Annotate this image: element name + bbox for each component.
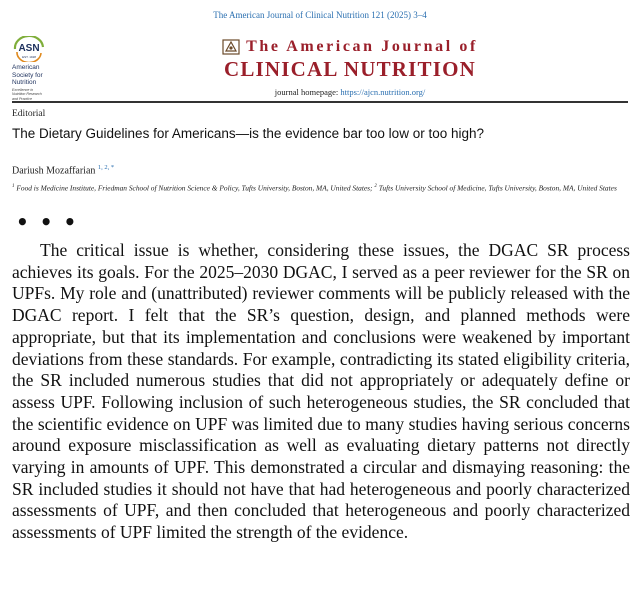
journal-citation: The American Journal of Clinical Nutrition 121 (2025) 3–4 — [213, 10, 427, 20]
asn-logo-mark — [12, 36, 46, 62]
journal-emblem-icon — [222, 39, 240, 55]
author-name[interactable]: Dariush Mozaffarian — [12, 165, 96, 177]
asn-logo — [12, 36, 72, 101]
journal-name-main: CLINICAL NUTRITION — [223, 57, 477, 81]
journal-masthead — [160, 38, 540, 97]
author-affiliations — [12, 182, 627, 193]
journal-homepage — [160, 87, 540, 97]
homepage-label: journal homepage: — [274, 87, 339, 97]
asn-abbr: ASN — [18, 43, 40, 54]
author-affiliation-marks[interactable]: 1, 2, * — [97, 164, 115, 171]
author-line — [12, 164, 114, 176]
asn-est: EST. 1928 — [22, 55, 36, 59]
affil-mark-2: 2 — [374, 184, 377, 189]
body-paragraph: The critical issue is whether, considering these issues, the DGAC SR process achieves its goals. For the 2025–2030 DGAC, I served as a peer reviewer for the SR on UPFs. My role and (unattributed) reviewer comments will be publicly released with the DGAC report. I felt that the SR’s question, design, and planned methods were appropriate, but that its implementation and conclusions were weakened by important deviations from these standards. For example, contradicting its stated eligibility criteria, the SR included numerous studies that did not appropriately or adequately define or assess UPF. Following inclusion of such heterogeneous studies, the SR concluded that the scientific evidence on UPF was limited due to many studies having serious concerns around exposure misclassification as well as evaluating dietary patterns not directly varying in amounts of UPF. This demonstrated a circular and dismaying reasoning: the SR included studies it should not have that had heterogeneous and poorly characterized assessments of UPF, and then concluded that heterogeneous and poorly characterized assessments of UPF limited the strength of the evidence. — [12, 240, 630, 543]
homepage-link[interactable]: https://ajcn.nutrition.org/ — [340, 87, 426, 97]
journal-name-top-row — [160, 38, 540, 56]
asn-emblem-icon — [12, 36, 46, 62]
article-section: Editorial — [12, 109, 46, 119]
asn-name: American Society for Nutrition — [12, 64, 43, 86]
journal-name-top: The American Journal of — [246, 38, 478, 55]
affil-text-2: Tufts University School of Medicine, Tufts University, Boston, MA, United States — [378, 183, 617, 193]
asn-tagline: Excellence in Nutrition Research and Practice — [12, 87, 42, 101]
header-divider — [12, 101, 628, 103]
affil-mark-1: 1 — [12, 184, 15, 189]
affil-text-1: Food is Medicine Institute, Friedman School of Nutrition Science & Policy, Tufts University, Boston, MA, United States; — [16, 183, 373, 193]
article-title: The Dietary Guidelines for Americans—is the evidence bar too low or too high? — [12, 126, 484, 141]
omitted-text-ellipsis: • • • — [16, 210, 79, 234]
